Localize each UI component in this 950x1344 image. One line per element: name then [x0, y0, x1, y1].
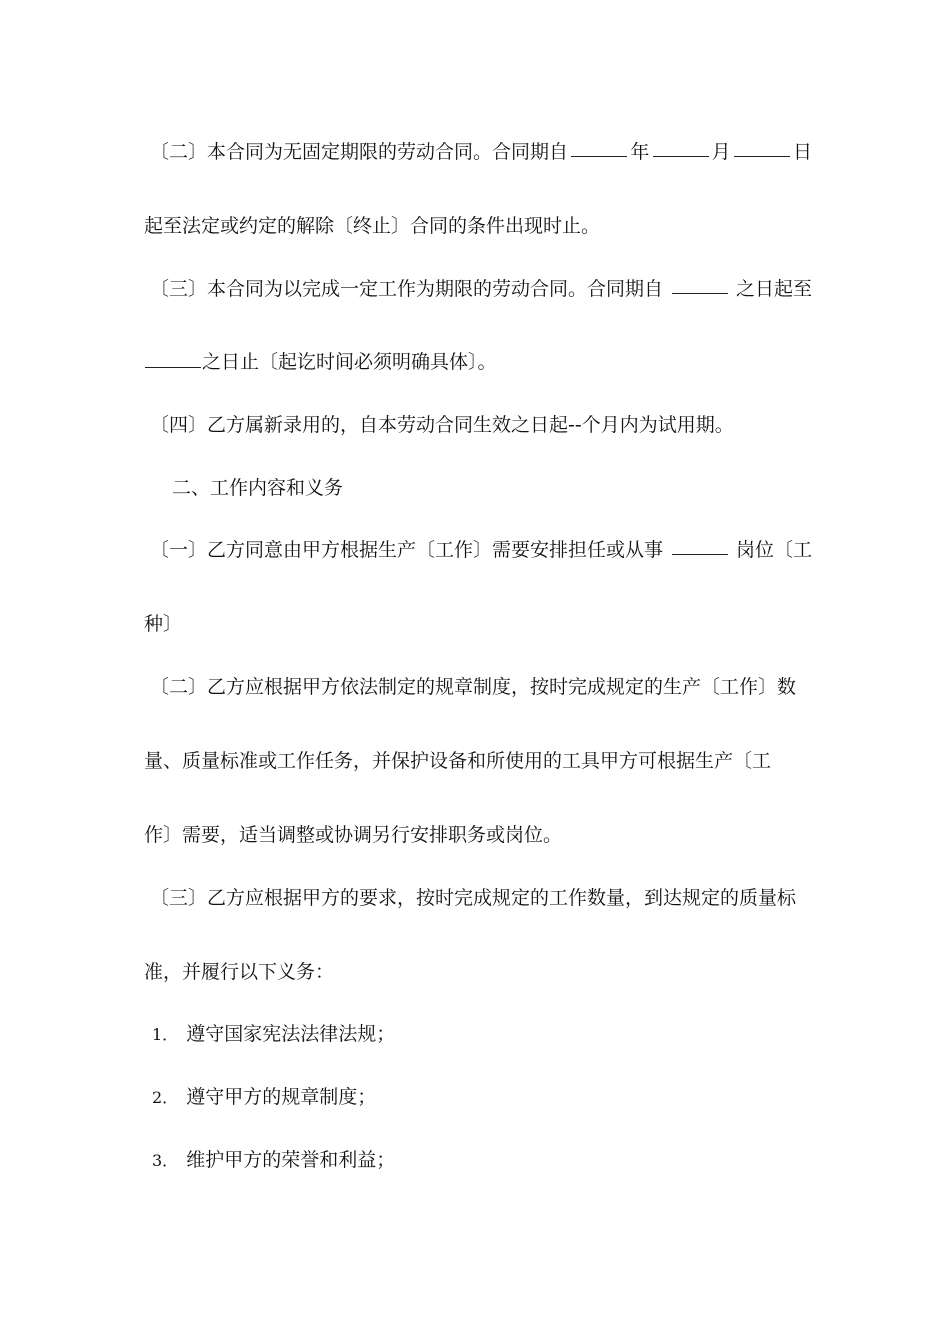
list-item	[152, 1148, 814, 1173]
paragraph-text: 日	[792, 141, 812, 163]
paragraph-text: 月	[711, 141, 731, 163]
fill-blank-year	[571, 140, 627, 157]
list-item	[152, 1022, 814, 1047]
list-number: 2．	[152, 1088, 179, 1107]
paragraph-text: 岗位〔工	[735, 539, 812, 561]
paragraph-text: 〔一〕乙方同意由甲方根据生产〔工作〕需要安排担任或从事	[150, 539, 664, 561]
list-item	[152, 1085, 814, 1110]
list-text: 维护甲方的荣誉和利益；	[186, 1149, 396, 1171]
paragraph-text: 起至法定或约定的解除〔终止〕合同的条件出现时止。	[144, 215, 601, 237]
list-number: 1．	[152, 1025, 179, 1044]
paragraph-text: 之日起至	[735, 278, 812, 300]
paragraph-text: 〔三〕乙方应根据甲方的要求，按时完成规定的工作数量，到达规定的质量标	[150, 887, 797, 909]
paragraph-text: 年	[630, 141, 650, 163]
list-number: 3．	[152, 1151, 179, 1170]
paragraph-text: 〔三〕本合同为以完成一定工作为期限的劳动合同。合同期自	[150, 278, 664, 300]
paragraph-text: 量、质量标准或工作任务，并保护设备和所使用的工具甲方可根据生产〔工	[144, 750, 772, 772]
paragraph-text: 种〕	[144, 613, 183, 635]
paragraph-end-date	[144, 350, 806, 374]
paragraph-text: 之日止〔起讫时间必须明确具体〕。	[202, 351, 497, 373]
paragraph-text: 准，并履行以下义务：	[144, 961, 335, 983]
list-text: 遵守甲方的规章制度；	[186, 1086, 377, 1108]
paragraph-text: 〔二〕乙方应根据甲方依法制定的规章制度，按时完成规定的生产〔工作〕数	[150, 676, 797, 698]
fill-blank-end-date	[145, 351, 201, 368]
paragraph-term-open-ended	[150, 140, 812, 164]
paragraph-text: 〔二〕本合同为无固定期限的劳动合同。合同期自	[150, 141, 569, 163]
paragraph-term-task-based	[150, 277, 812, 301]
list-text: 遵守国家宪法法律法规；	[186, 1023, 396, 1045]
fill-blank-position	[672, 538, 728, 555]
fill-blank-start-date	[672, 277, 728, 294]
section-heading: 二、工作内容和义务	[172, 477, 344, 499]
paragraph-position	[150, 538, 812, 562]
fill-blank-month	[653, 140, 709, 157]
fill-blank-day	[734, 140, 790, 157]
paragraph-text: 作〕需要，适当调整或协调另行安排职务或岗位。	[144, 824, 563, 846]
paragraph-text: 〔四〕乙方属新录用的，自本劳动合同生效之日起--个月内为试用期。	[150, 414, 734, 436]
